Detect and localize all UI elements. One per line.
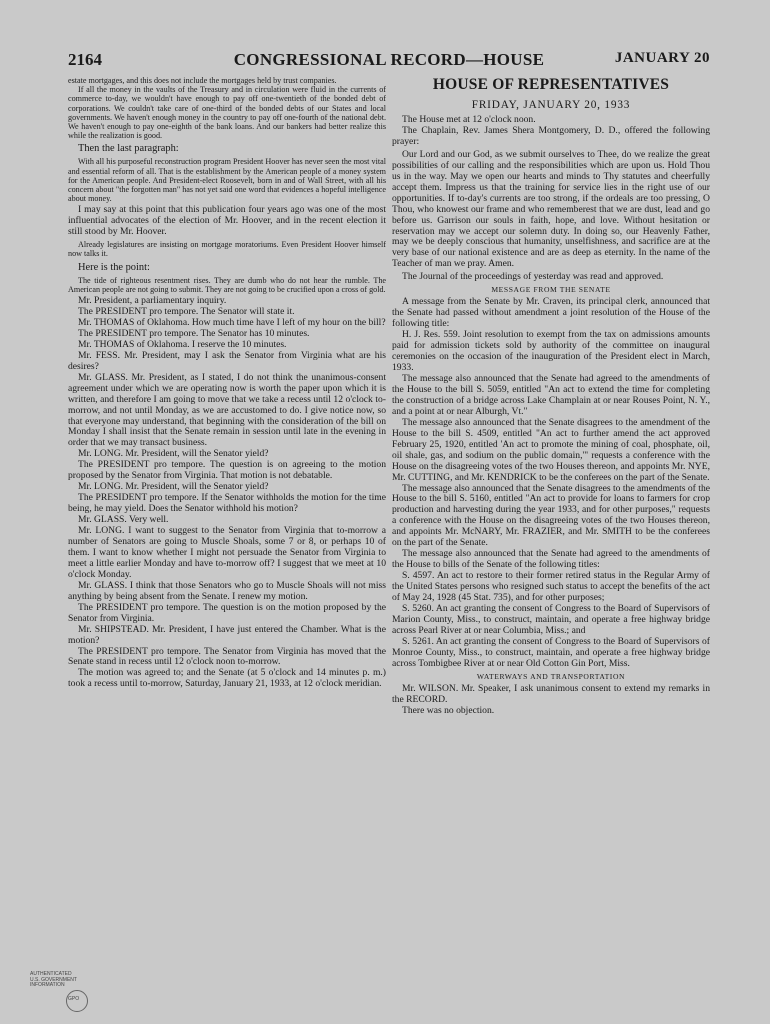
- paragraph: S. 5260. An act granting the consent of Congress to the Board of Supervisors of Marion County, Miss., to construct, maintain, and operate a free highway bridge across Pearl River at or near Columbia, Miss.; and: [392, 602, 710, 636]
- left-column: [68, 76, 386, 690]
- paragraph: A message from the Senate by Mr. Craven, its principal clerk, announced that the Senate had passed without amendment a joint resolution of the House of the following title:: [392, 296, 710, 330]
- paragraph: The PRESIDENT pro tempore. The question is on agreeing to the motion proposed by the Senator from Virginia. That motion is not debatable.: [68, 459, 386, 482]
- paragraph: Mr. President, a parliamentary inquiry.: [78, 295, 227, 307]
- paragraph: The PRESIDENT pro tempore. The Senator from Virginia has moved that the Senate stand in recess until 12 o'clock noon to-morrow.: [68, 645, 386, 668]
- paragraph: Mr. LONG. Mr. President, will the Senator yield?: [78, 481, 269, 493]
- session-date: FRIDAY, JANUARY 20, 1933: [471, 99, 631, 111]
- paragraph: Mr. LONG. I want to suggest to the Senator from Virginia that to-morrow a number of Senators are going to Muscle Shoals, some 7 or 8, or perhaps 10 of them. I want to know whether I might not persuade the Senator from Virginia to meet a little earlier Monday and have to-morrow off? I suggest that we meet at 10 o'clock Monday.: [68, 525, 386, 580]
- paragraph: The message also announced that the Senate disagrees to the amendment of the House to the bill S. 4509, entitled "An act to further amend the act approved February 25, 1920, entitled 'An act to promote the mining of coal, phosphate, oil, oil shale, gas, and sodium on the public domain,'" requests a conference with the House on the disagreeing votes of the two Houses thereon, and appoints Mr. NYE, Mr. CUTTING, and Mr. KENDRICK to be the conferees on the part of the Senate.: [392, 416, 710, 483]
- paragraph: Our Lord and our God, as we submit ourselves to Thee, do we realize the great possibilities of our calling and the responsibilities which are upon us. Hold Thou us in the way. May we open our hearts and minds to Thy statutes and cheerfully accept them. Impress us that the training for service lies in the right use of our opportunities. If to-day's currents are too strong, if the ordeals are too pressing, O Thou, who knowest our frame and who rememberest that we are dust, lead and go before us. Garrison our souls in faith, hope, and love. Without hesitation or reservation may we accept our solemn duty. In doing so, our Heavenly Father, may we be deeply conscious that humanity, unselfishness, and sacrifice are at the very base of our national existence and are as deep as eternity. In the name of the Teacher of man we pray. Amen.: [392, 148, 710, 270]
- header-date: JANUARY 20: [614, 50, 710, 66]
- paragraph: The message also announced that the Senate had agreed to the amendments of the House to bills of the Senate of the following titles:: [392, 548, 710, 571]
- paragraph: S. 5261. An act granting the consent of Congress to the Board of Supervisors of Monroe County, Miss., to construct, maintain, and operate a free highway bridge across Tombigbee River at or near Old Cotton Gin Port, Miss.: [392, 635, 710, 669]
- page-number: 2164: [68, 50, 102, 69]
- paragraph: The motion was agreed to; and the Senate (at 5 o'clock and 14 minutes p. m.) took a recess until to-morrow, Saturday, January 21, 1933, at 12 o'clock meridian.: [68, 667, 386, 690]
- paragraph: Mr. GLASS. I think that those Senators who go to Muscle Shoals will not miss anything by being absent from the Senate. I renew my motion.: [68, 579, 386, 602]
- paragraph: Mr. GLASS. Mr. President, as I stated, I do not think the unanimous-consent agreement under which we are operating now is worth the paper upon which it is written, and therefore I am going to move that we take a recess until 12 o'clock to-morrow, and not until Monday, as we are accustomed to do. I give notice now, so that everyone may understand, that beginning with the consideration of the bill on Monday I shall insist that the Senate remain in session until late in the evening in order that we may transact business.: [68, 371, 386, 449]
- paragraph: I may say at this point that this publication four years ago was one of the most influential advocates of the election of Mr. Hoover, and in the recent election it still stood by Mr. Hoover.: [68, 204, 386, 238]
- paragraph: Then the last paragraph:: [78, 143, 179, 155]
- paragraph: There was no objection.: [402, 704, 495, 716]
- paragraph: Already legislatures are insisting on mortgage moratoriums. Even President Hoover himself now talks it.: [68, 240, 386, 259]
- section-heading: HOUSE OF REPRESENTATIVES: [432, 76, 670, 93]
- paragraph: Mr. SHIPSTEAD. Mr. President, I have just entered the Chamber. What is the motion?: [68, 623, 386, 646]
- paragraph: Here is the point:: [78, 261, 150, 273]
- paragraph: Mr. GLASS. Very well.: [78, 514, 169, 526]
- seal-text: AUTHENTICATED U.S. GOVERNMENT INFORMATION: [30, 971, 77, 989]
- paragraph: Mr. THOMAS of Oklahoma. How much time have I left of my hour on the bill?: [78, 316, 386, 328]
- paragraph: Mr. FESS. Mr. President, may I ask the Senator from Virginia what are his desires?: [68, 349, 386, 372]
- subsection-heading: WATERWAYS AND TRANSPORTATION: [476, 671, 626, 681]
- paragraph: The House met at 12 o'clock noon.: [402, 114, 536, 125]
- paragraph: The Journal of the proceedings of yesterday was read and approved.: [402, 271, 664, 283]
- paragraph: H. J. Res. 559. Joint resolution to exempt from the tax on admissions amounts paid for admission tickets sold by authority of the committee on inaugural ceremonies on the occasion of the inauguration of the President elect in March, 1933.: [392, 329, 710, 374]
- paragraph: estate mortgages, and this does not include the mortgages held by trust companies.: [68, 76, 337, 85]
- paragraph: The Chaplain, Rev. James Shera Montgomery, D. D., offered the following prayer:: [392, 124, 710, 147]
- paragraph: S. 4597. An act to restore to their former retired status in the Regular Army of the United States persons who resigned such status to accept the benefits of the act of May 24, 1928 (45 Stat. 735), and for other purposes;: [392, 570, 710, 604]
- paragraph: If all the money in the vaults of the Treasury and in circulation were fluid in the currents of commerce to-day, we wouldn't have enough to pay off one-twentieth of the bonded debt of corporations. We couldn't take care of one-third of the bonded debts of our States and local governments. We haven't enough money in the country to pay off one-fourth of the national debt. We haven't enough to pay one-eighth of the bank loans. And our bankers had better realize this while the realization is good.: [68, 85, 386, 141]
- gpo-authentication-seal: [30, 972, 85, 1012]
- right-column-body: [392, 115, 710, 717]
- paragraph: Mr. WILSON. Mr. Speaker, I ask unanimous consent to extend my remarks in the RECORD.: [392, 682, 710, 705]
- paragraph: The PRESIDENT pro tempore. If the Senator withholds the motion for the time being, he may yield. Does the Senator withhold his motion?: [68, 492, 386, 515]
- paragraph: The message also announced that the Senate disagrees to the amendments of the House to the bill S. 5160, entitled "An act to provide for loans to farmers for crop production and harvesting during the year 1933, and for other purposes," requests a conference with the House on the disagreeing votes of the two Houses thereon, and appoints Mr. McNARY, Mr. FRAZIER, and Mr. SMITH to be the conferees on the part of the Senate.: [392, 482, 710, 549]
- right-column: [392, 76, 710, 717]
- paragraph: Mr. THOMAS of Oklahoma. I reserve the 10 minutes.: [78, 338, 287, 350]
- publication-title: CONGRESSIONAL RECORD—HOUSE: [233, 50, 545, 69]
- paragraph: The message also announced that the Senate had agreed to the amendments of the House to the bill S. 5059, entitled "An act to extend the time for completing the construction of a bridge across Lake Champlain at or near Rouses Point, N. Y., and a point at or near Alburgh, Vt.": [392, 372, 710, 417]
- paragraph: Mr. LONG. Mr. President, will the Senator yield?: [78, 448, 269, 460]
- paragraph: The PRESIDENT pro tempore. The question is on the motion proposed by the Senator from Virginia.: [68, 601, 386, 624]
- paragraph: With all his purposeful reconstruction program President Hoover has never seen the most vital and essential reform of all. That is the establishment by the American people of a money system for the American people. And President-elect Roosevelt, born in and of Wall Street, with all his concern about "the forgotten man" has not yet said one word that evidences a hopeful intelligence about money.: [68, 157, 386, 204]
- page-header: [68, 50, 710, 72]
- subsection-heading: MESSAGE FROM THE SENATE: [491, 285, 611, 295]
- paragraph: The PRESIDENT pro tempore. The Senator will state it.: [78, 305, 295, 317]
- paragraph: The tide of righteous resentment rises. They are dumb who do not hear the rumble. The American people are not going to submit. They are not going to be crucified upon a cross of gold.: [68, 275, 386, 294]
- paragraph: The PRESIDENT pro tempore. The Senator has 10 minutes.: [78, 327, 310, 339]
- seal-mark: GPO: [68, 996, 80, 1002]
